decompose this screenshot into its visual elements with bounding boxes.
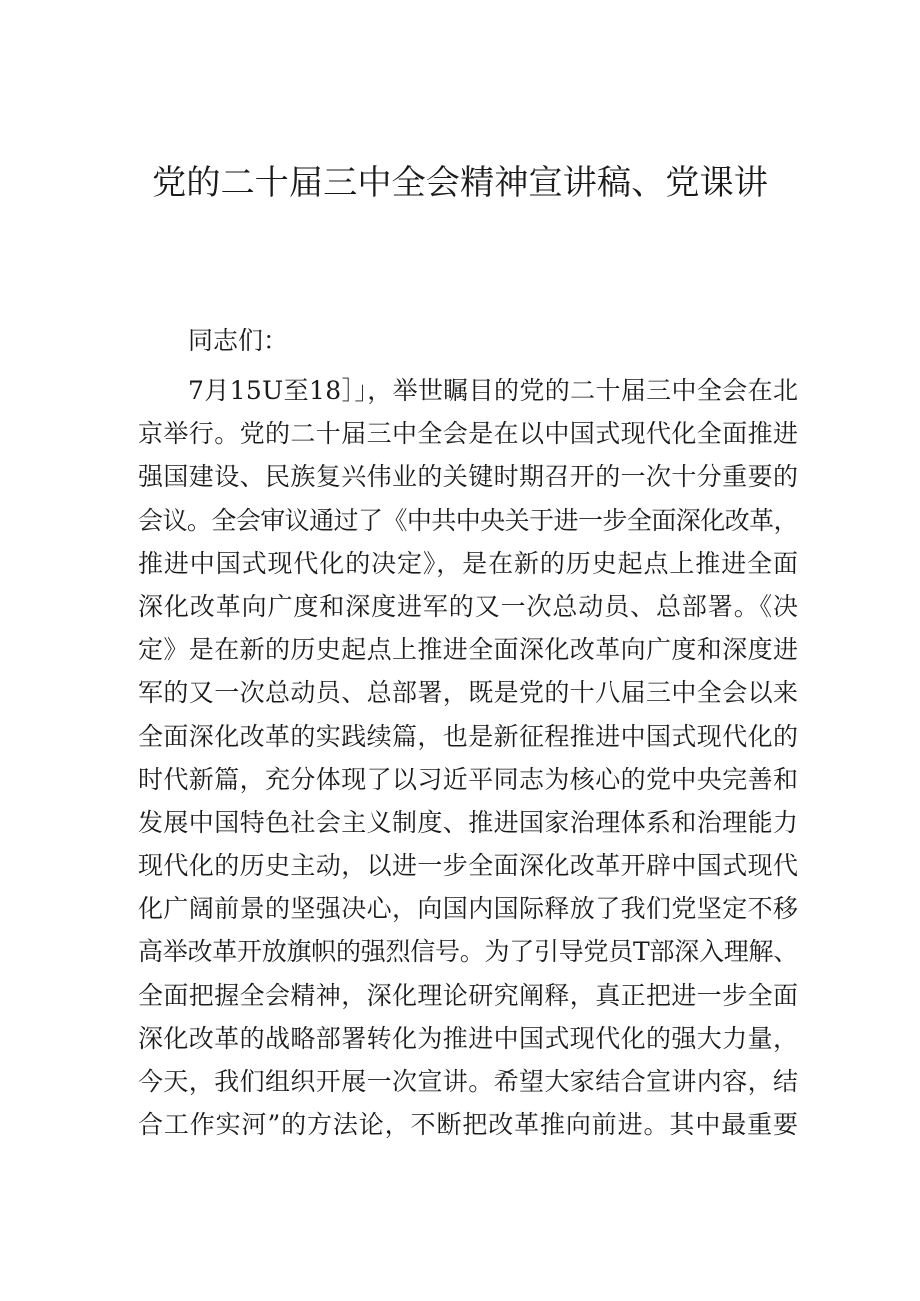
paragraph-line: 化广阔前景的坚强决心，向国内国际释放了我们党坚定不移 [138,894,799,924]
paragraph-line: 推进中国式现代化的决定》，是在新的历史起点上推进全面 [138,548,799,578]
paragraph-line: 发展中国特色社会主义制度、推进国家治理体系和治理能力 [138,807,799,837]
paragraph-line: 今天，我们组织开展一次宣讲。希望大家结合宣讲内容，结 [138,1067,799,1096]
document-title: 党的二十届三中全会精神宣讲稿、党课讲 [152,163,768,203]
salutation: 同志们： [188,326,289,355]
paragraph-line: 强国建设、民族复兴伟业的关键时期召开的一次十分重要的 [138,462,799,492]
paragraph-line: 合工作实河”的方法论，不断把改革推向前进。其中最重要 [138,1110,799,1140]
paragraph-line: 军的又一次总动员、总部署，既是党的十八届三中全会以来 [138,678,799,708]
body-paragraph [138,369,798,1146]
paragraph-line: 定》是在新的历史起点上推进全面深化改革向广度和深度进 [138,635,799,665]
paragraph-line: 会议。全会审议通过了《中共中央关于进一步全面深化改革， [138,505,798,535]
paragraph-line: 深化改革的战略部署转化为推进中国式现代化的强大力量， [138,1023,799,1053]
paragraph-line: 高举改革开放旗帜的强烈信号。为了引导党员T部深入理解、 [138,937,798,967]
paragraph-line: 时代新篇，充分体现了以习近平同志为核心的党中央完善和 [138,764,799,794]
paragraph-line: 全面把握全会精神，深化理论研究阐释，真正把进一步全面 [138,980,799,1010]
paragraph-line: 7月15U至18］」，举世瞩目的党的二十届三中全会在北 [188,376,799,405]
paragraph-line: 全面深化改革的实践续篇，也是新征程推进中国式现代化的 [138,721,799,751]
paragraph-line: 现代化的历史主动，以进一步全面深化改革开辟中国式现代 [138,851,799,881]
paragraph-line: 京举行。党的二十届三中全会是在以中国式现代化全面推进 [138,419,799,449]
paragraph-line: 深化改革向广度和深度进军的又一次总动员、总部署。《决 [138,591,799,621]
